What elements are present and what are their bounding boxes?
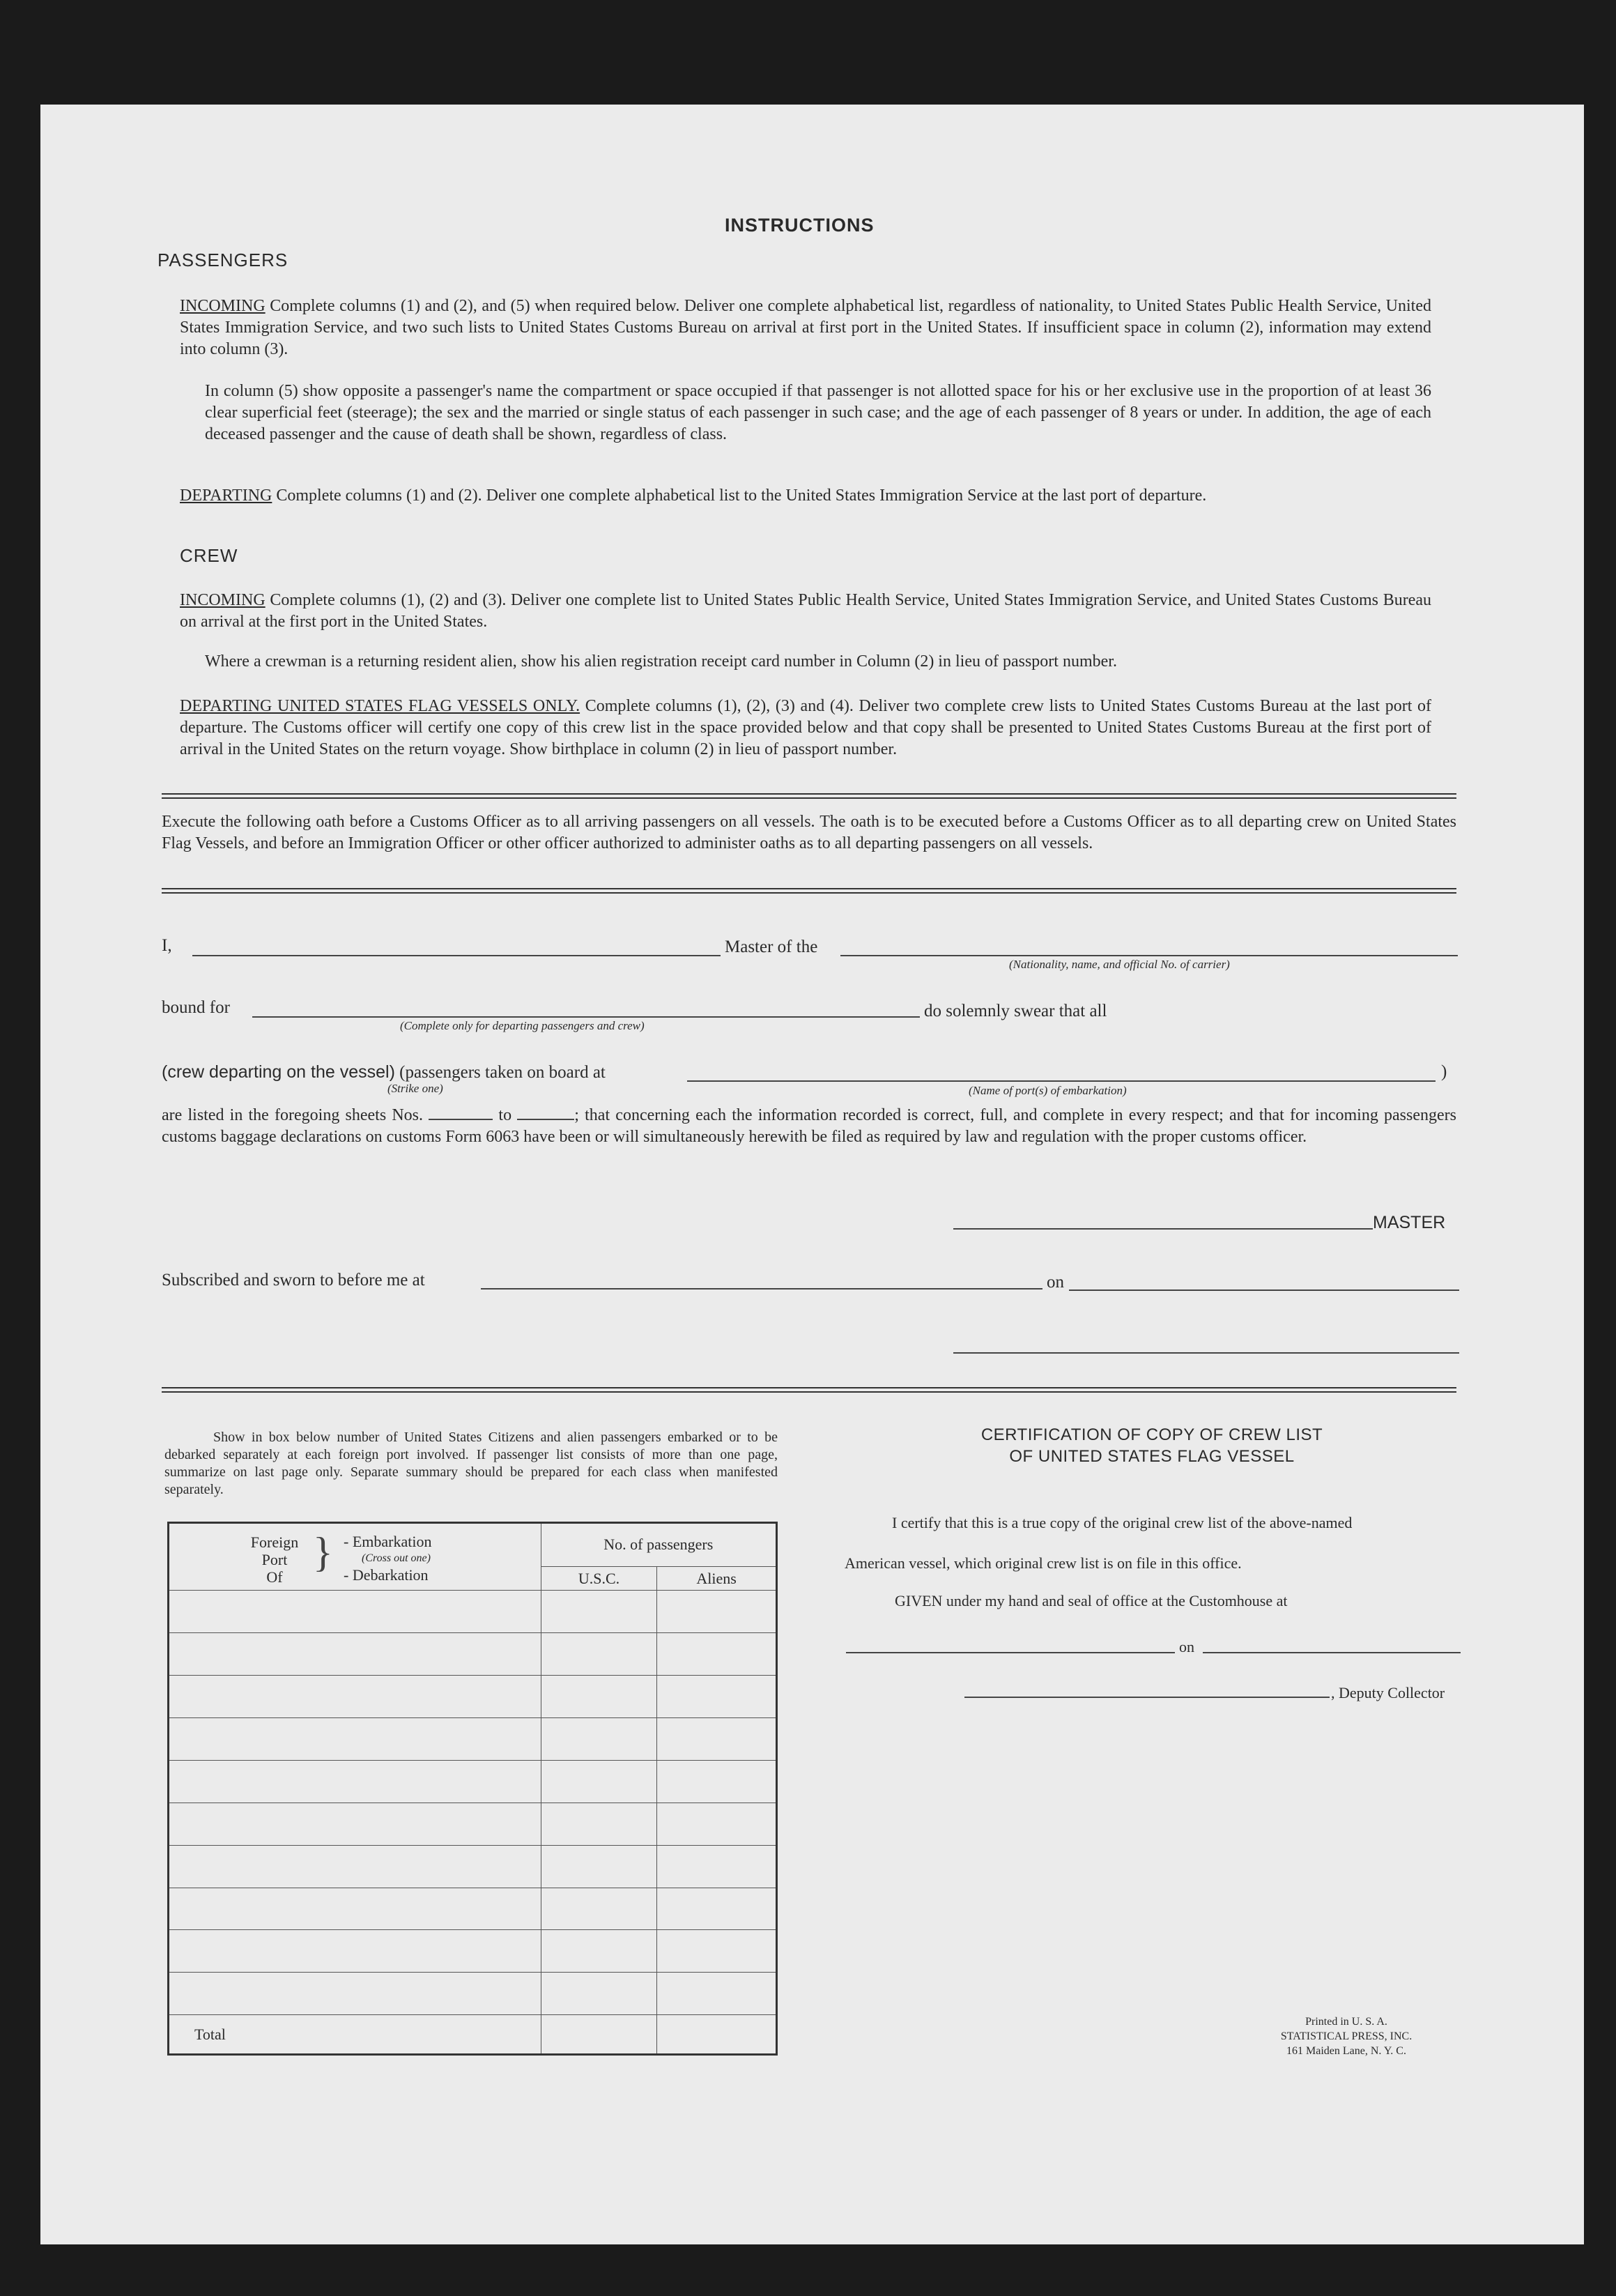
usc-cell[interactable] (541, 1633, 657, 1676)
certification-heading-line2: OF UNITED STATES FLAG VESSEL (1009, 1447, 1295, 1466)
master-name-field[interactable] (192, 955, 721, 956)
passengers-incoming-text: Complete columns (1) and (2), and (5) when required below. Deliver one complete alphabetical list, regardless of nationality, to United States Public Health Service, United States Immigration Service, and two such lists to United States Customs Bureau on arrival at first port in the United States. If insufficient space in column (2), information may extend into column (3). (180, 297, 1432, 358)
port-cell[interactable] (169, 1591, 541, 1633)
port-cell[interactable] (169, 1633, 541, 1676)
aliens-cell[interactable] (657, 1845, 777, 1888)
listed-paragraph (162, 1105, 1456, 1148)
crew-incoming-label: INCOMING (180, 591, 266, 609)
oath-execute-paragraph: Execute the following oath before a Customs Officer as to all arriving passengers on all vessels. The oath is to be executed before a Customs Officer as to all departing crew on United States Flag Vessels, and before an Immigration Officer or other officer authorized to administer oaths as to all departing passengers on all vessels. (162, 813, 1456, 852)
deputy-signature-field[interactable] (964, 1697, 1330, 1698)
port-note: (Name of port(s) of embarkation) (969, 1084, 1127, 1097)
certify-line1: I certify that this is a true copy of the original crew list of the above-named (892, 1514, 1353, 1531)
section-divider (162, 1387, 1456, 1393)
aliens-cell[interactable] (657, 1676, 777, 1718)
sworn-date-field[interactable] (1069, 1289, 1459, 1291)
cross-out-note: (Cross out one) (362, 1552, 431, 1564)
usc-cell[interactable] (541, 1591, 657, 1633)
swear-label: do solemnly swear that all (924, 1002, 1107, 1020)
given-line: GIVEN under my hand and seal of office at the Customhouse at (895, 1592, 1288, 1609)
crew-departing-label: DEPARTING UNITED STATES FLAG VESSELS ONLY. (180, 697, 580, 715)
port-cell[interactable] (169, 1803, 541, 1845)
carrier-field[interactable] (840, 955, 1458, 956)
port-cell[interactable] (169, 1930, 541, 1973)
sheet-from-field[interactable] (429, 1119, 493, 1120)
usc-cell[interactable] (541, 1888, 657, 1930)
usc-cell[interactable] (541, 1760, 657, 1803)
aliens-cell[interactable] (657, 1633, 777, 1676)
port-cell[interactable] (169, 1676, 541, 1718)
port-cell[interactable] (169, 1845, 541, 1888)
aliens-cell[interactable] (657, 1718, 777, 1761)
printer-line1: Printed in U. S. A. (1305, 2016, 1387, 2028)
certification-heading (918, 1424, 1385, 1467)
passengers-departing-label: DEPARTING (180, 487, 272, 505)
foreign-port-header (169, 1523, 541, 1591)
foreign-label: Foreign (250, 1533, 299, 1551)
passengers-taken-option[interactable]: (passengers taken on board at (399, 1063, 606, 1082)
sworn-on-label: on (1047, 1273, 1064, 1292)
section-divider (162, 888, 1456, 894)
crew-departing-paragraph (180, 696, 1431, 760)
printer-line2: STATISTICAL PRESS, INC. (1280, 2030, 1413, 2042)
listed-to: to (498, 1106, 512, 1124)
printer-line3: 161 Maiden Lane, N. Y. C. (1286, 2045, 1406, 2057)
customhouse-field[interactable] (846, 1652, 1175, 1653)
sheet-to-field[interactable] (517, 1119, 574, 1120)
total-label: Total (169, 2015, 541, 2055)
usc-total-cell[interactable] (541, 2015, 657, 2055)
listed-text-2: ; that concerning each the information recorded is correct, full, and complete in every respect; and that for incoming passengers customs baggage declarations on customs Form 6063 have been or will simultaneously herewith be filed as required by law and regulation with the proper customs officer. (162, 1106, 1456, 1146)
master-label: MASTER (1373, 1213, 1446, 1232)
usc-cell[interactable] (541, 1676, 657, 1718)
officer-signature-field[interactable] (953, 1352, 1459, 1354)
subscribed-label: Subscribed and sworn to before me at (162, 1271, 425, 1289)
passengers-heading: PASSENGERS (157, 250, 288, 270)
usc-cell[interactable] (541, 1803, 657, 1845)
aliens-cell[interactable] (657, 1888, 777, 1930)
master-of-the-label: Master of the (725, 937, 818, 956)
debarkation-option[interactable]: - Debarkation (344, 1566, 429, 1584)
usc-cell[interactable] (541, 1930, 657, 1973)
port-cell[interactable] (169, 1718, 541, 1761)
port-cell[interactable] (169, 1888, 541, 1930)
passengers-departing-text: Complete columns (1) and (2). Deliver one complete alphabetical list to the United States Immigration Service at the last port of departure. (276, 487, 1207, 505)
close-paren: ) (1441, 1062, 1447, 1081)
nationality-note: (Nationality, name, and official No. of carrier) (1009, 958, 1230, 971)
strike-one-note: (Strike one) (387, 1082, 443, 1095)
usc-cell[interactable] (541, 1718, 657, 1761)
port-cell[interactable] (169, 1760, 541, 1803)
certification-heading-line1: CERTIFICATION OF COPY OF CREW LIST (980, 1425, 1323, 1444)
no-of-passengers-header: No. of passengers (541, 1523, 776, 1567)
oath-i-label: I, (162, 936, 172, 955)
embarkation-option[interactable]: - Embarkation (344, 1533, 432, 1550)
section-divider (162, 793, 1456, 799)
embarkation-port-field[interactable] (687, 1080, 1436, 1082)
deputy-collector-label: , Deputy Collector (1331, 1684, 1445, 1701)
crew-departing-option[interactable]: (crew departing on the vessel) (162, 1062, 395, 1082)
passengers-column5-paragraph: In column (5) show opposite a passenger's name the compartment or space occupied if that passenger is not allotted space for his or her exclusive use in the proportion of at least 36 clear superficial feet (steerage); the sex and the married or single status of each passenger in such case; and the age of each passenger of 8 years or under. In addition, the age of each deceased passenger and the cause of death shall be shown, regardless of class. (205, 382, 1431, 443)
crew-incoming-text: Complete columns (1), (2) and (3). Deliver one complete list to United States Public Health Service, United States Immigration Service, and United States Customs Bureau on arrival at the first port in the United States. (180, 591, 1431, 631)
crew-departing-text: Complete columns (1), (2), (3) and (4). Deliver two complete crew lists to United States Customs Bureau at the last port of departure. The Customs officer will certify one copy of this crew list in the space provided below and that copy shall be presented to United States Customs Bureau at the first port of arrival in the United States on the return voyage. Show birthplace in column (2) in lieu of passport number. (180, 697, 1432, 758)
aliens-cell[interactable] (657, 1591, 777, 1633)
usc-cell[interactable] (541, 1845, 657, 1888)
crew-crewman-paragraph: Where a crewman is a returning resident alien, show his alien registration receipt card number in Column (2) in lieu of passport number. (205, 652, 1117, 671)
of-label: Of (266, 1568, 283, 1586)
brace-icon: } (313, 1529, 333, 1575)
crew-incoming-paragraph (180, 590, 1431, 633)
printer-imprint (1228, 2014, 1465, 2058)
passengers-incoming-label: INCOMING (180, 297, 266, 315)
passengers-departing-paragraph (180, 485, 1431, 507)
listed-text-1: are listed in the foregoing sheets Nos. (162, 1106, 424, 1124)
crew-heading: CREW (180, 545, 238, 566)
usc-header: U.S.C. (541, 1566, 657, 1590)
master-signature-field[interactable] (953, 1228, 1373, 1230)
aliens-cell[interactable] (657, 1930, 777, 1973)
bound-for-field[interactable] (252, 1016, 920, 1018)
certification-date-field[interactable] (1203, 1652, 1461, 1653)
passengers-incoming-paragraph (180, 296, 1431, 360)
sworn-place-field[interactable] (481, 1288, 1042, 1289)
aliens-cell[interactable] (657, 1760, 777, 1803)
complete-only-note: (Complete only for departing passengers and crew) (400, 1019, 645, 1032)
aliens-cell[interactable] (657, 1973, 777, 2015)
page-title: INSTRUCTIONS (725, 215, 875, 236)
aliens-total-cell[interactable] (657, 2015, 777, 2055)
certify-line2: American vessel, which original crew list is on file in this office. (845, 1554, 1242, 1572)
certification-on-label: on (1179, 1638, 1194, 1655)
crew-passengers-line (162, 1062, 606, 1082)
aliens-cell[interactable] (657, 1803, 777, 1845)
usc-cell[interactable] (541, 1973, 657, 2015)
aliens-header: Aliens (657, 1566, 777, 1590)
summary-instructions: Show in box below number of United States Citizens and alien passengers embarked or to be debarked separately at each foreign port involved. If passenger list consists of more than one page, summarize on last page only. Separate summary should be prepared for each class when manifested separately. (164, 1430, 778, 1497)
passenger-summary-table (167, 1522, 778, 2056)
port-label: Port (261, 1551, 288, 1568)
bound-for-label: bound for (162, 998, 230, 1017)
port-cell[interactable] (169, 1973, 541, 2015)
